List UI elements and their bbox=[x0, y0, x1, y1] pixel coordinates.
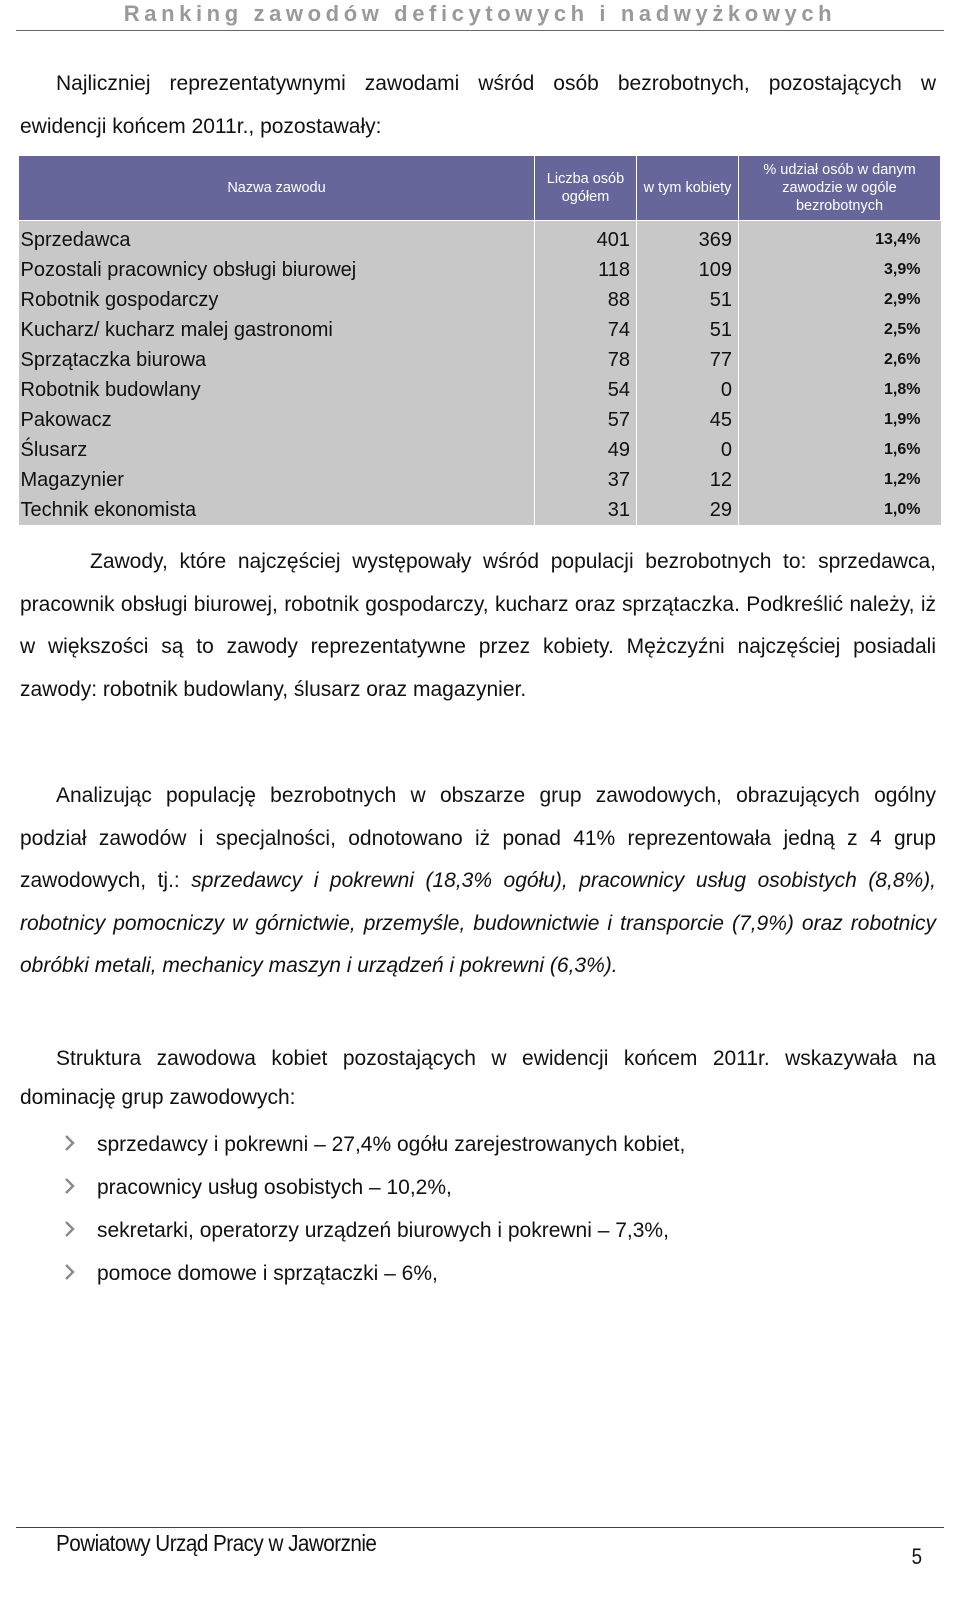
list-item-text: pomoce domowe i sprzątaczki – 6%, bbox=[97, 1262, 438, 1285]
header-occupation-name: Nazwa zawodu bbox=[19, 156, 535, 221]
footer-publisher: Powiatowy Urząd Pracy w Jaworznie bbox=[56, 1530, 377, 1556]
women-count: 0 bbox=[637, 435, 739, 465]
header-share-percent: % udział osób w danym zawodzie w ogóle bezrobotnych bbox=[739, 156, 941, 221]
occupations-table bbox=[18, 155, 941, 525]
running-header: Ranking zawodów deficytowych i nadwyżkowych bbox=[123, 1, 837, 26]
share-percent: 13,4% bbox=[739, 221, 941, 256]
table-row bbox=[19, 375, 941, 405]
total-count: 49 bbox=[535, 435, 637, 465]
total-count: 74 bbox=[535, 315, 637, 345]
header-women: w tym kobiety bbox=[637, 156, 739, 221]
occupation-name: Robotnik gospodarczy bbox=[19, 285, 535, 315]
occupation-name: Sprzedawca bbox=[19, 221, 535, 256]
share-percent: 1,2% bbox=[739, 465, 941, 495]
occupation-name: Pozostali pracownicy obsługi biurowej bbox=[19, 255, 535, 285]
total-count: 401 bbox=[535, 221, 637, 256]
table-row bbox=[19, 255, 941, 285]
share-percent: 1,8% bbox=[739, 375, 941, 405]
women-count: 45 bbox=[637, 405, 739, 435]
occupation-name: Ślusarz bbox=[19, 435, 535, 465]
share-percent: 1,0% bbox=[739, 495, 941, 525]
women-count: 77 bbox=[637, 345, 739, 375]
table-row bbox=[19, 465, 941, 495]
share-percent: 1,6% bbox=[739, 435, 941, 465]
occupation-name: Technik ekonomista bbox=[19, 495, 535, 525]
groups-italic-text: sprzedawcy i pokrewni (18,3% ogółu), pracownicy usług osobistych (8,8%), robotnicy pomocniczy w górnictwie, przemyśle, budownictwie i transporcie (7,9%) oraz robotnicy obróbki metali, mechanicy maszyn i urządzeń i pokrewni (6,3%). bbox=[20, 869, 936, 977]
intro-paragraph: Najliczniej reprezentatywnymi zawodami wśród osób bezrobotnych, pozostających w ewidencji końcem 2011r., pozostawały: bbox=[20, 72, 936, 138]
list-item-text: pracownicy usług osobistych – 10,2%, bbox=[97, 1176, 452, 1199]
occupation-name: Sprzątaczka biurowa bbox=[19, 345, 535, 375]
women-count: 51 bbox=[637, 285, 739, 315]
table-row bbox=[19, 345, 941, 375]
total-count: 37 bbox=[535, 465, 637, 495]
share-percent: 2,6% bbox=[739, 345, 941, 375]
women-count: 0 bbox=[637, 375, 739, 405]
women-count: 369 bbox=[637, 221, 739, 256]
total-count: 57 bbox=[535, 405, 637, 435]
list-item bbox=[20, 1209, 936, 1252]
share-percent: 2,9% bbox=[739, 285, 941, 315]
share-percent: 3,9% bbox=[739, 255, 941, 285]
women-count: 109 bbox=[637, 255, 739, 285]
table-row bbox=[19, 315, 941, 345]
occupational-groups-paragraph bbox=[20, 775, 936, 988]
occupation-name: Robotnik budowlany bbox=[19, 375, 535, 405]
list-item bbox=[20, 1166, 936, 1209]
list-item-text: sekretarki, operatorzy urządzeń biurowych i pokrewni – 7,3%, bbox=[97, 1219, 669, 1242]
total-count: 54 bbox=[535, 375, 637, 405]
occupation-name: Magazynier bbox=[19, 465, 535, 495]
table-row bbox=[19, 285, 941, 315]
table-row bbox=[19, 405, 941, 435]
chevron-right-icon bbox=[64, 1135, 76, 1151]
list-item-text: sprzedawcy i pokrewni – 27,4% ogółu zarejestrowanych kobiet, bbox=[97, 1133, 686, 1156]
table-row bbox=[19, 221, 941, 256]
total-count: 118 bbox=[535, 255, 637, 285]
women-count: 12 bbox=[637, 465, 739, 495]
occupation-name: Pakowacz bbox=[19, 405, 535, 435]
total-count: 31 bbox=[535, 495, 637, 525]
occupation-name: Kucharz/ kucharz malej gastronomi bbox=[19, 315, 535, 345]
total-count: 88 bbox=[535, 285, 637, 315]
table-row bbox=[19, 495, 941, 525]
header-total-persons: Liczba osób ogółem bbox=[535, 156, 637, 221]
list-item bbox=[20, 1252, 936, 1295]
women-count: 29 bbox=[637, 495, 739, 525]
chevron-right-icon bbox=[64, 1178, 76, 1194]
share-percent: 2,5% bbox=[739, 315, 941, 345]
header-rule bbox=[16, 30, 944, 31]
occupations-summary-paragraph: Zawody, które najczęściej występowały wśród populacji bezrobotnych to: sprzedawca, pracownik obsługi biurowej, robotnik gospodarczy, kucharz oraz sprzątaczka. Podkreślić należy, iż w większości są to zawody reprezentatywne przez kobiety. Mężczyźni najczęściej posiadali zawody: robotnik budowlany, ślusarz oraz magazynier. bbox=[20, 550, 936, 701]
page-number: 5 bbox=[911, 1544, 922, 1569]
list-item bbox=[20, 1123, 936, 1166]
table-header-row bbox=[19, 156, 941, 221]
women-groups-list bbox=[20, 1123, 936, 1295]
table-row bbox=[19, 435, 941, 465]
footer-rule bbox=[16, 1527, 944, 1528]
women-count: 51 bbox=[637, 315, 739, 345]
chevron-right-icon bbox=[64, 1264, 76, 1280]
share-percent: 1,9% bbox=[739, 405, 941, 435]
total-count: 78 bbox=[535, 345, 637, 375]
chevron-right-icon bbox=[64, 1221, 76, 1237]
women-structure-paragraph: Struktura zawodowa kobiet pozostających w ewidencji końcem 2011r. wskazywała na dominację grup zawodowych: bbox=[20, 1047, 936, 1109]
groups-lead-text: Analizując populację bezrobotnych w obszarze grup zawodowych, obrazujących ogólny podział zawodów i specjalności, odnotowano iż ponad 41% reprezentowała jedną z 4 grup zawodowych, tj.: bbox=[20, 784, 936, 892]
